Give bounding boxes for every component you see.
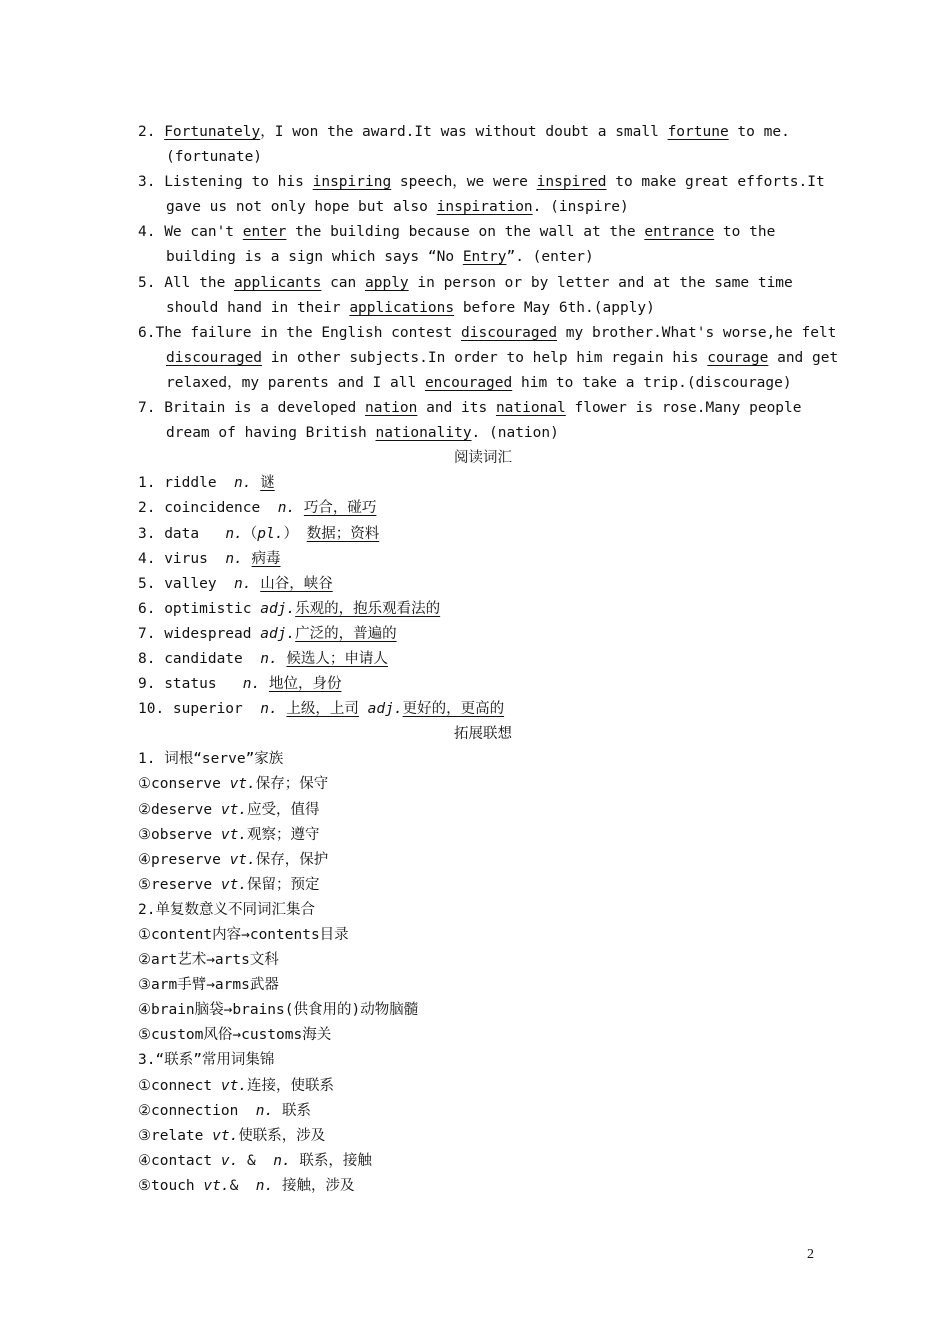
extension-item: ①content内容→contents目录 (138, 927, 349, 943)
part-of-speech: adj. (260, 625, 296, 642)
extension-item: 1. 词根“serve”家族 (138, 751, 284, 768)
exercise-item (138, 271, 828, 321)
answer-blank: 广泛的，普遍的 (295, 625, 397, 642)
part-of-speech: vt. (229, 776, 256, 793)
extension-item: ②deserve vt.应受，值得 (138, 801, 320, 818)
exercise-line: 7. Britain is a developed nation and its national flower is rose.Many people (138, 400, 802, 417)
part-of-speech: vt. (220, 1077, 248, 1094)
answer-blank: 地位，身份 (268, 676, 342, 693)
part-of-speech: n. (242, 676, 261, 693)
answer-blank: inspiration (436, 199, 533, 216)
answer-blank: courage (707, 349, 769, 366)
answer-blank: enter (242, 224, 287, 241)
answer-blank: 巧合，碰巧 (303, 500, 377, 517)
exercise-line: dream of having British nationality. (nation) (166, 425, 559, 442)
exercise-line: 5. All the applicants can apply in person or by letter and at the same time (138, 274, 793, 291)
exercise-line: (fortunate) (166, 149, 263, 166)
extension-item: ②art艺术→arts文科 (138, 952, 279, 969)
answer-blank: 候选人；申请人 (286, 650, 388, 667)
answer-blank: inspiring (312, 174, 392, 191)
answer-blank: 谜 (260, 475, 275, 492)
part-of-speech: n. (277, 500, 296, 517)
vocab-item: 5. valley n. 山谷，峡谷 (138, 575, 333, 592)
answer-blank: encouraged (424, 374, 513, 391)
extension-item: ⑤touch vt.& n. 接触，涉及 (138, 1177, 355, 1194)
extension-item: 2.单复数意义不同词汇集合 (138, 901, 315, 918)
answer-blank: applications (349, 299, 455, 316)
exercise-line: gave us not only hope but also inspiration. (inspire) (166, 199, 629, 216)
part-of-speech: vt. (220, 876, 248, 893)
answer-blank: entrance (644, 224, 715, 241)
part-of-speech: vt. (203, 1177, 230, 1194)
part-of-speech: n. (234, 575, 252, 592)
exercise-item (138, 396, 828, 446)
vocab-item: 1. riddle n. 谜 (138, 475, 275, 492)
answer-blank: 上级，上司 (286, 701, 359, 718)
answer-blank: 山谷，峡谷 (260, 575, 333, 592)
part-of-speech: v. (220, 1152, 239, 1169)
part-of-speech: adj. (260, 600, 296, 617)
page-number: 2 (807, 1247, 814, 1262)
answer-blank: nation (364, 400, 418, 417)
answer-blank: fortune (667, 124, 729, 140)
extension-item: ①conserve vt.保存；保守 (138, 776, 329, 793)
vocab-item: 8. candidate n. 候选人；申请人 (138, 650, 388, 667)
part-of-speech: vt. (220, 826, 248, 843)
extension-item: ⑤custom风俗→customs海关 (138, 1027, 332, 1044)
answer-blank: discouraged (461, 324, 558, 341)
part-of-speech: n. (260, 650, 278, 667)
extension-item: ③arm手臂→arms武器 (138, 977, 279, 994)
vocab-item: 3. data n.（pl.） 数据；资料 (138, 525, 380, 542)
vocab-item: 2. coincidence n. 巧合，碰巧 (138, 500, 377, 517)
extension-item: ④preserve vt.保存，保护 (138, 851, 329, 868)
extension-item: ⑤reserve vt.保留；预定 (138, 876, 320, 893)
part-of-speech: n. (225, 525, 243, 542)
exercise-line: relaxed，my parents and I all encouraged him to take a trip.(discourage) (166, 374, 792, 391)
part-of-speech: n. (255, 1102, 274, 1119)
answer-blank: 数据；资料 (306, 525, 380, 542)
reading-vocab-list (138, 471, 828, 722)
vocab-item: 10. superior n. 上级，上司 adj.更好的，更高的 (138, 701, 505, 718)
answer-blank: national (495, 400, 566, 417)
exercise-line: 3. Listening to his inspiring speech，we were inspired to make great efforts.It (138, 174, 825, 191)
part-of-speech: n. (255, 1177, 274, 1194)
answer-blank: 乐观的，抱乐观看法的 (295, 600, 441, 617)
part-of-speech: n. (234, 475, 252, 492)
answer-blank: 更好的，更高的 (402, 701, 505, 718)
vocab-item: 6. optimistic adj.乐观的，抱乐观看法的 (138, 600, 441, 617)
part-of-speech: n. (225, 550, 243, 567)
answer-blank: discouraged (166, 349, 263, 366)
exercise-item (138, 321, 839, 396)
extension-item: ④brain脑袋→brains(供食用的)动物脑髓 (138, 1002, 419, 1019)
part-of-speech: n. (273, 1152, 291, 1169)
extension-list (138, 747, 828, 1199)
exercise-line: building is a sign which says “No Entry”. (enter) (166, 249, 594, 266)
vocab-item: 4. virus n. 病毒 (138, 550, 281, 567)
exercise-item (138, 170, 828, 220)
answer-blank: apply (365, 274, 409, 291)
part-of-speech: adj. (367, 701, 403, 718)
answer-blank: applicants (234, 274, 322, 291)
answer-blank: Fortunately (164, 124, 261, 140)
part-of-speech: vt. (220, 801, 248, 818)
extension-item: ③observe vt.观察；遵守 (138, 826, 320, 843)
exercise-item (138, 120, 828, 170)
exercise-line: 2. Fortunately，I won the award.It was without doubt a small fortune to me. (138, 124, 790, 140)
extension-item: ④contact v. & n. 联系，接触 (138, 1152, 372, 1169)
extension-item: ①connect vt.连接，使联系 (138, 1077, 335, 1094)
vocab-item: 9. status n. 地位，身份 (138, 676, 342, 693)
extension-item: ③relate vt.使联系，涉及 (138, 1127, 326, 1144)
part-of-speech: vt. (229, 851, 256, 868)
answer-blank: nationality (375, 425, 472, 442)
part-of-speech: vt. (212, 1127, 239, 1144)
word-forms-section (138, 120, 839, 446)
exercise-line: discouraged in other subjects.In order to help him regain his courage and get (166, 349, 839, 366)
answer-blank: 病毒 (251, 550, 281, 567)
extension-item: ②connection n. 联系 (138, 1102, 311, 1119)
exercise-line: 6.The failure in the English contest discouraged my brother.What's worse,he felt (138, 324, 837, 341)
extension-heading: 拓展联想 (454, 726, 512, 743)
exercise-item (138, 220, 828, 270)
reading-vocab-heading: 阅读词汇 (454, 450, 512, 467)
part-of-speech: n. (260, 701, 278, 718)
part-of-speech: pl. (257, 525, 284, 542)
answer-blank: inspired (536, 174, 607, 191)
document-body (138, 120, 839, 1199)
exercise-line: should hand in their applications before May 6th.(apply) (166, 299, 655, 316)
vocab-item: 7. widespread adj.广泛的，普遍的 (138, 625, 397, 642)
answer-blank: Entry (462, 249, 507, 266)
extension-item: 3.“联系”常用词集锦 (138, 1052, 275, 1069)
exercise-line: 4. We can't enter the building because on the wall at the entrance to the (138, 224, 776, 241)
